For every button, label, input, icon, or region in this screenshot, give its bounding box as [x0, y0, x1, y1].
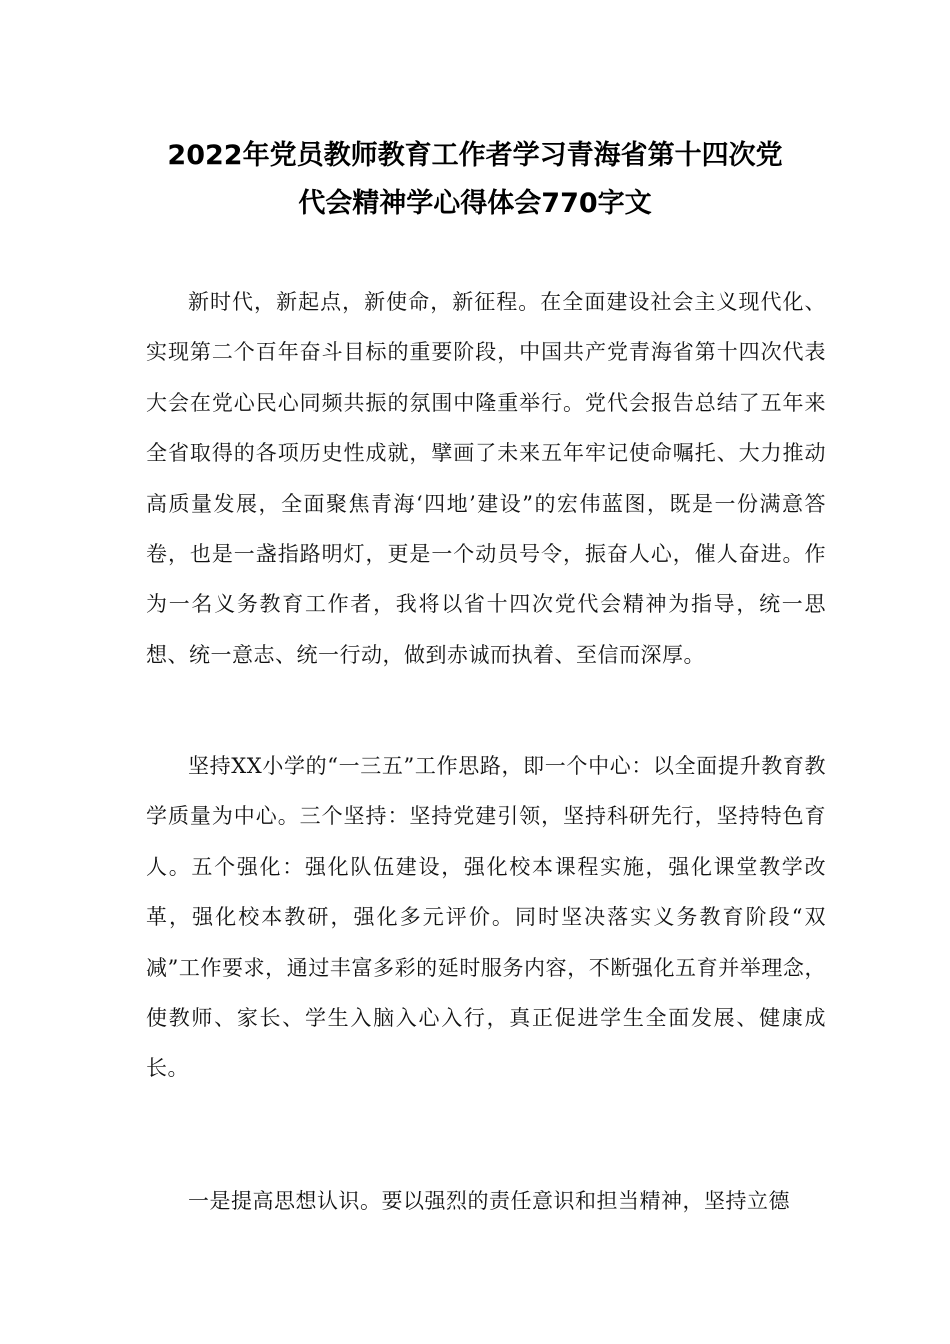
title-line-1: 2022年党员教师教育工作者学习青海省第十四次党	[167, 140, 783, 171]
title-line-2: 代会精神学心得体会770字文	[298, 188, 652, 219]
paragraph-1: 新时代，新起点，新使命，新征程。在全面建设社会主义现代化、实现第二个百年奋斗目标的重要阶段，中国共产党青海省第十四次代表大会在党心民心同频共振的氛围中隆重举行。党代会报告总结了五年来全省取得的各项历史性成就，擘画了未来五年牢记使命嘱托、大力推动高质量发展，全面聚焦青海‘四地’建设”的宏伟蓝图，既是一份满意答卷，也是一盏指路明灯，更是一个动员号令，振奋人心，催人奋进。作为一名义务教育工作者，我将以省十四次党代会精神为指导，统一思想、统一意志、统一行动，做到赤诚而执着、至信而深厚。	[146, 290, 826, 667]
paragraph-3: 一是提高思想认识。要以强烈的责任意识和担当精神，坚持立德	[188, 1189, 790, 1213]
paragraph-2: 坚持XX小学的“一三五”工作思路，即一个中心：以全面提升教育教学质量为中心。三个坚持：坚持党建引领，坚持科研先行，坚持特色育人。五个强化：强化队伍建设，强化校本课程实施，强化课堂教学改革，强化校本教研，强化多元评价。同时坚决落实义务教育阶段“双减”工作要求，通过丰富多彩的延时服务内容，不断强化五育并举理念，使教师、家长、学生入脑入心入行，真正促进学生全面发展、健康成长。	[146, 754, 826, 1081]
document-title	[120, 132, 830, 228]
